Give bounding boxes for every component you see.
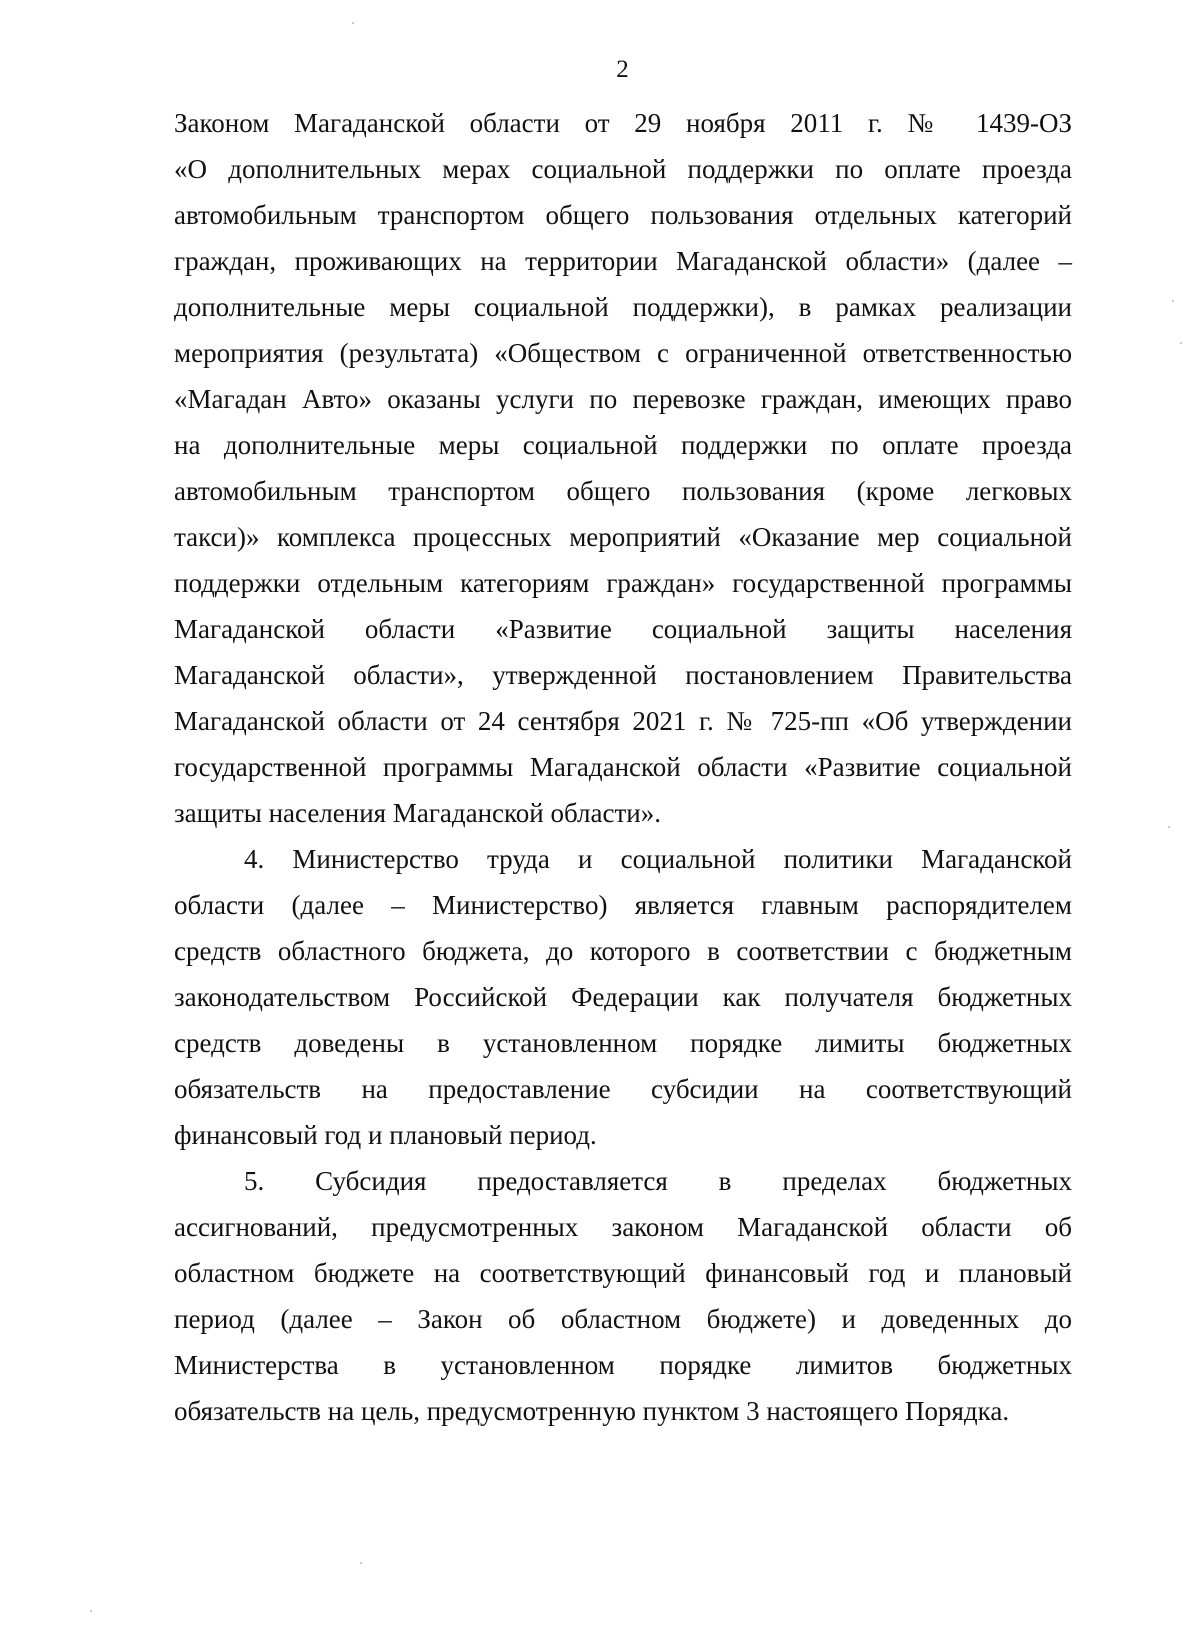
text-line: государственной программы Магаданской области «Развитие социальной [174,752,1072,782]
text-line: Законом Магаданской области от 29 ноября 2011 г. № 1439-ОЗ [174,108,1072,138]
scan-speck [1180,342,1182,344]
text-line: «О дополнительных мерах социальной поддержки по оплате проезда [174,154,1072,184]
paragraph-4-first-line: 4. Министерство труда и социальной политики Магаданской [244,844,1072,874]
text-line: финансовый год и плановый период. [174,1120,597,1150]
text-line: поддержки отдельным категориям граждан» государственной программы [174,568,1072,598]
text-line: области (далее – Министерство) является главным распорядителем [174,890,1072,920]
text-line: автомобильным транспортом общего пользования (кроме легковых [174,476,1072,506]
text-line: законодательством Российской Федерации как получателя бюджетных [174,982,1072,1012]
text-line: мероприятия (результата) «Обществом с ограниченной ответственностью [174,338,1072,368]
text-line: обязательств на предоставление субсидии на соответствующий [174,1074,1072,1104]
text-line: средств доведены в установленном порядке лимиты бюджетных [174,1028,1072,1058]
text-line: ассигнований, предусмотренных законом Магаданской области об [174,1212,1072,1242]
text-line: средств областного бюджета, до которого в соответствии с бюджетным [174,936,1072,966]
text-line: период (далее – Закон об областном бюджете) и доведенных до [174,1304,1072,1334]
text-line: Магаданской области», утвержденной постановлением Правительства [174,660,1072,690]
text-line: Магаданской области «Развитие социальной защиты населения [174,614,1072,644]
scan-speck [352,22,354,24]
text-line: обязательств на цель, предусмотренную пунктом 3 настоящего Порядка. [174,1396,1010,1426]
paragraph-5-first-line: 5. Субсидия предоставляется в пределах бюджетных [244,1166,1072,1196]
text-line: областном бюджете на соответствующий финансовый год и плановый [174,1258,1072,1288]
scan-speck [90,1610,92,1612]
scan-speck [360,1562,362,1564]
text-line: на дополнительные меры социальной поддержки по оплате проезда [174,430,1072,460]
text-line: Магаданской области от 24 сентября 2021 г. № 725-пп «Об утверждении [174,706,1072,736]
text-line: такси)» комплекса процессных мероприятий «Оказание мер социальной [174,522,1072,552]
scan-speck [1168,826,1170,828]
text-line: дополнительные меры социальной поддержки), в рамках реализации [174,292,1072,322]
text-line: защиты населения Магаданской области». [174,798,661,828]
page-number: 2 [616,56,629,83]
text-line: Министерства в установленном порядке лимитов бюджетных [174,1350,1072,1380]
scan-speck [1172,300,1174,302]
text-line: «Магадан Авто» оказаны услуги по перевозке граждан, имеющих право [174,384,1072,414]
text-line: автомобильным транспортом общего пользования отдельных категорий [174,200,1072,230]
text-line: граждан, проживающих на территории Магаданской области» (далее – [174,246,1072,276]
